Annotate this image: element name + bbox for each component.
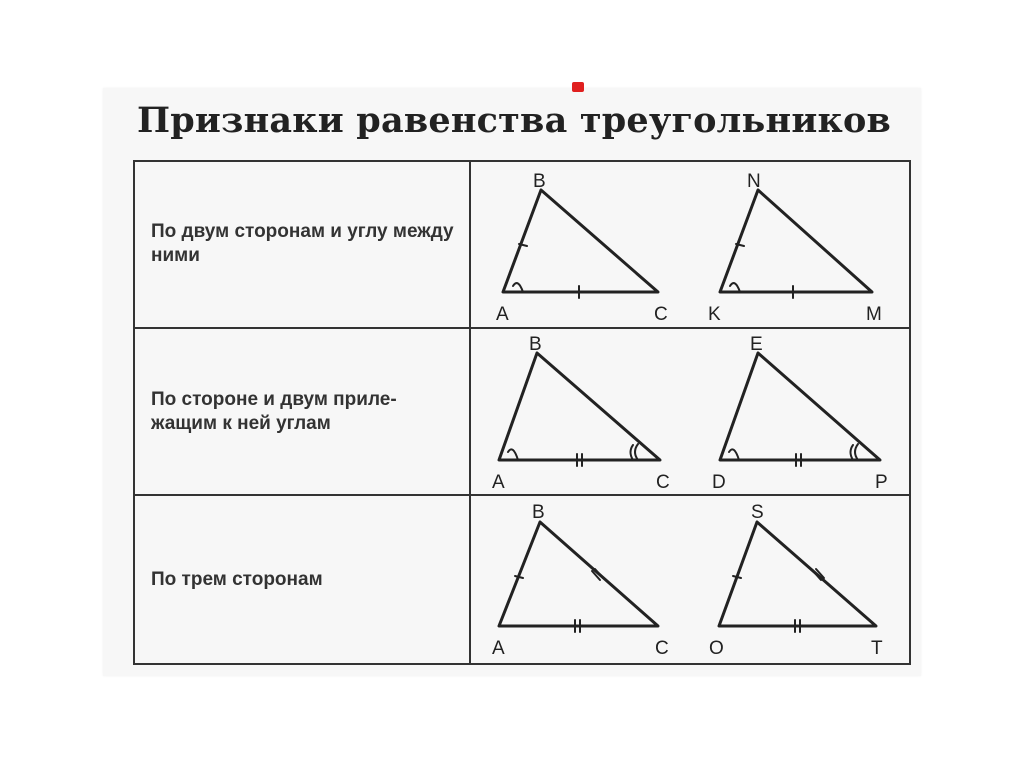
criterion-sas-text: По двум сторонам и углу между ними <box>151 221 454 266</box>
vertex-label: N <box>747 171 761 192</box>
angle-arc <box>508 449 518 460</box>
angle-arc <box>851 445 854 460</box>
angle-arc <box>635 444 638 460</box>
vertex-label: T <box>871 638 883 659</box>
vertex-label: A <box>492 472 505 493</box>
triangle-abc-row1 <box>503 190 658 292</box>
triangle-abc-row3 <box>499 522 658 626</box>
criterion-asa-text: По стороне и двум приле-жащим к ней углам <box>151 389 397 434</box>
vertex-label: A <box>496 304 509 325</box>
criterion-sss-text: По трем сторонам <box>151 569 323 590</box>
vertex-label: S <box>751 502 764 523</box>
side-tick <box>733 576 741 578</box>
side-tick <box>515 576 523 578</box>
vertex-label: B <box>529 334 542 355</box>
angle-arc <box>729 449 739 460</box>
triangle-sot-row3 <box>719 522 876 626</box>
triangle-abc-row2 <box>499 353 660 460</box>
vertex-label: B <box>533 171 546 192</box>
vertex-label: D <box>712 472 726 493</box>
angle-arc <box>631 445 634 460</box>
vertex-label: B <box>532 502 545 523</box>
vertex-label: C <box>656 472 670 493</box>
page-title: Признаки равенства треугольников <box>136 100 892 141</box>
triangle-nkm-row1 <box>720 190 872 292</box>
vertex-label: K <box>708 304 721 325</box>
vertex-label: O <box>709 638 724 659</box>
angle-arc <box>855 444 858 460</box>
vertex-label: C <box>655 638 669 659</box>
vertex-label: A <box>492 638 505 659</box>
vertex-label: E <box>750 334 763 355</box>
vertex-label: P <box>875 472 888 493</box>
vertex-label: M <box>866 304 882 325</box>
triangle-edp-row2 <box>720 353 880 460</box>
vertex-label: C <box>654 304 668 325</box>
